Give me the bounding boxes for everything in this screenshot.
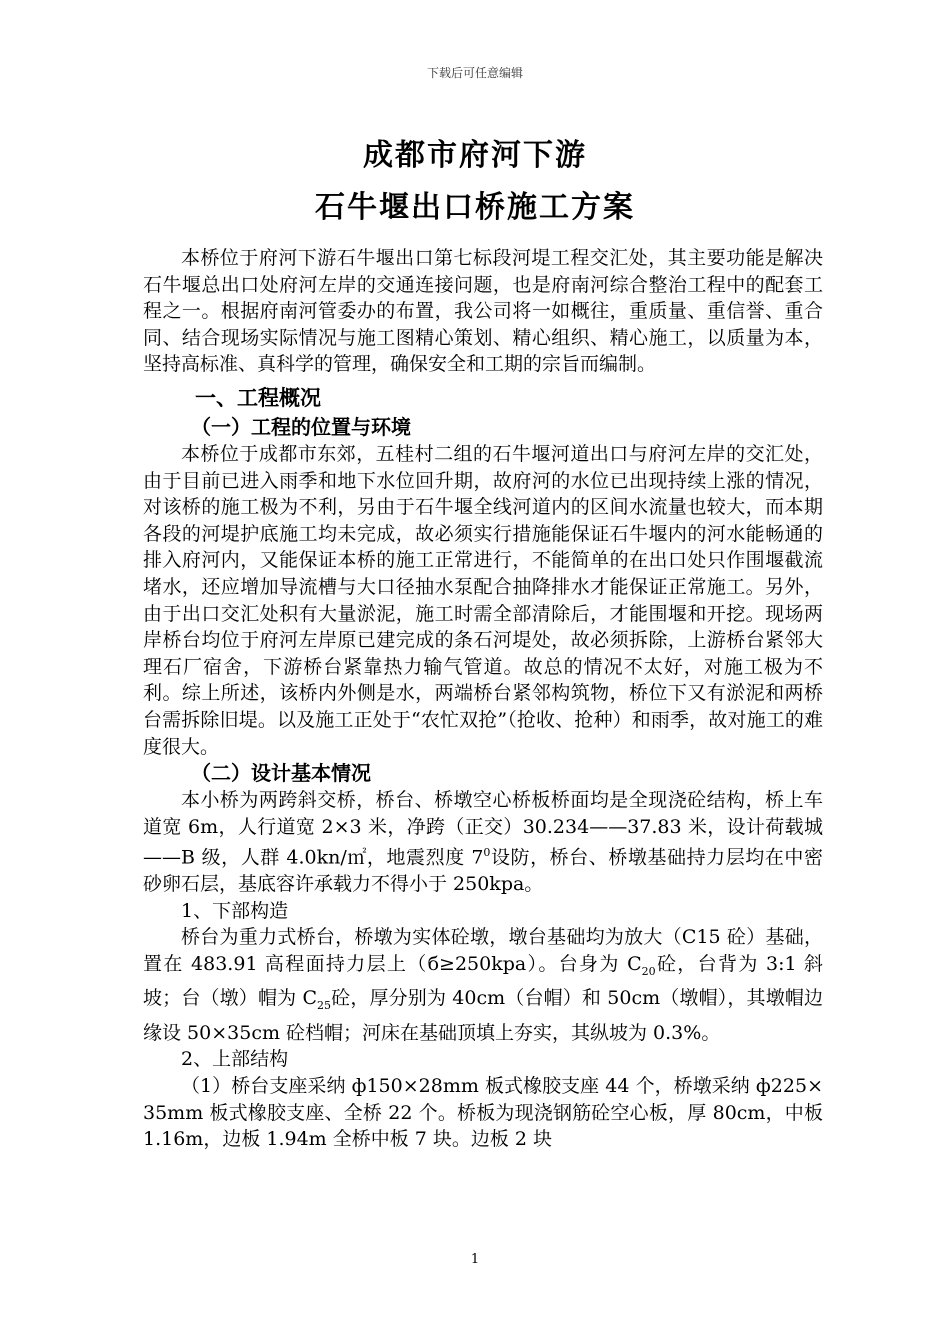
- degree-superscript: 0: [483, 846, 491, 860]
- page-number: 1: [470, 1252, 480, 1267]
- item1-subscript-2: 25: [317, 999, 331, 1013]
- subsection-heading-location: （一）工程的位置与环境: [191, 414, 411, 439]
- item1-text-c: 砼，厚分别为 40cm（台帽）和 50cm（墩帽），其墩帽边缘设 50×35cm 砼档帽；河床在基础顶填上夯实，其纵坡为 0.3%。: [143, 987, 824, 1044]
- document-title-line1: 成都市府河下游: [363, 138, 587, 173]
- item1-paragraph: [143, 924, 823, 1046]
- item2-title: 2、上部结构: [181, 1048, 289, 1071]
- location-paragraph: 本桥位于成都市东郊，五桂村二组的石牛堰河道出口与府河左岸的交汇处，由于目前已进入雨季和地下水位回升期，故府河的水位已出现持续上涨的情况，对该桥的施工极为不利，另由于石牛堰全线河道内的区间水流量也较大，而本期各段的河堤护底施工均未完成，故必须实行措施能保证石牛堰内的河水能畅通的排入府河内，又能保证本桥的施工正常进行，不能简单的在出口处只作围堰截流堵水，还应增加导流槽与大口径抽水泵配合抽降排水才能保证正常施工。另外，由于出口交汇处积有大量淤泥，施工时需全部清除后，才能围堰和开挖。现场两岸桥台均位于府河左岸原已建完成的条石河堤处，故必须拆除，上游桥台紧邻大理石厂宿舍，下游桥台紧靠热力输气管道。故总的情况不太好，对施工极为不利。综上所述，该桥内外侧是水，两端桥台紧邻构筑物，桥位下又有淤泥和两桥台需拆除旧堤。以及施工正处于“农忙双抢”（抢收、抢种）和雨季，故对施工的难度很大。: [143, 442, 823, 758]
- subsection-heading-design: （二）设计基本情况: [191, 761, 371, 786]
- item1-text-b: 砼，台背为 3:1 斜坡；台（墩）帽为 C: [143, 952, 823, 1010]
- intro-paragraph: 本桥位于府河下游石牛堰出口第七标段河堤工程交汇处，其主要功能是解决石牛堰总出口处府河左岸的交通连接问题，也是府南河综合整治工程中的配套工程之一。根据府南河管委办的布置，我公司将一如概往，重质量、重信誉、重合同、结合现场实际情况与施工图精心策划、精心组织、精心施工，以质量为本，坚持高标准、真科学的管理，确保安全和工期的宗旨而编制。: [143, 247, 823, 376]
- design-text-a: 本小桥为两跨斜交桥，桥台、桥墩空心桥板桥面均是全现浇砼结构，桥上车道宽 6m，人行道宽 2×3 米，净跨（正交）30.234——37.83 米，设计荷载城——B 级，人群 4.0kn/㎡，地震烈度 7: [143, 789, 823, 869]
- section-heading: 一、工程概况: [195, 385, 321, 410]
- item1-text-a: 桥台为重力式桥台，桥墩为实体砼墩，墩台基础均为放大（C15 砼）基础，置在 483.91 高程面持力层上（б≥250kpa）。台身为 C: [143, 926, 823, 975]
- design-text-b: 设防，桥台、桥墩基础持力层均在中密砂卵石层，基底容许承载力不得小于 250kpa。: [143, 846, 823, 896]
- header-note: 下载后可任意编辑: [426, 66, 523, 80]
- item1-subscript-1: 20: [641, 964, 656, 978]
- design-paragraph: [143, 787, 823, 898]
- item2-paragraph: （1）桥台支座采纳 ф150×28mm 板式橡胶支座 44 个，桥墩采纳 ф225×35mm 板式橡胶支座、全桥 22 个。桥板为现浇钢筋砼空心板，厚 80cm，中板 1.16m，边板 1.94m 全桥中板 7 块。边板 2 块: [143, 1074, 823, 1151]
- document-title-line2: 石牛堰出口桥施工方案: [315, 190, 635, 225]
- item1-title: 1、下部构造: [181, 899, 289, 922]
- document-body: [143, 245, 823, 1153]
